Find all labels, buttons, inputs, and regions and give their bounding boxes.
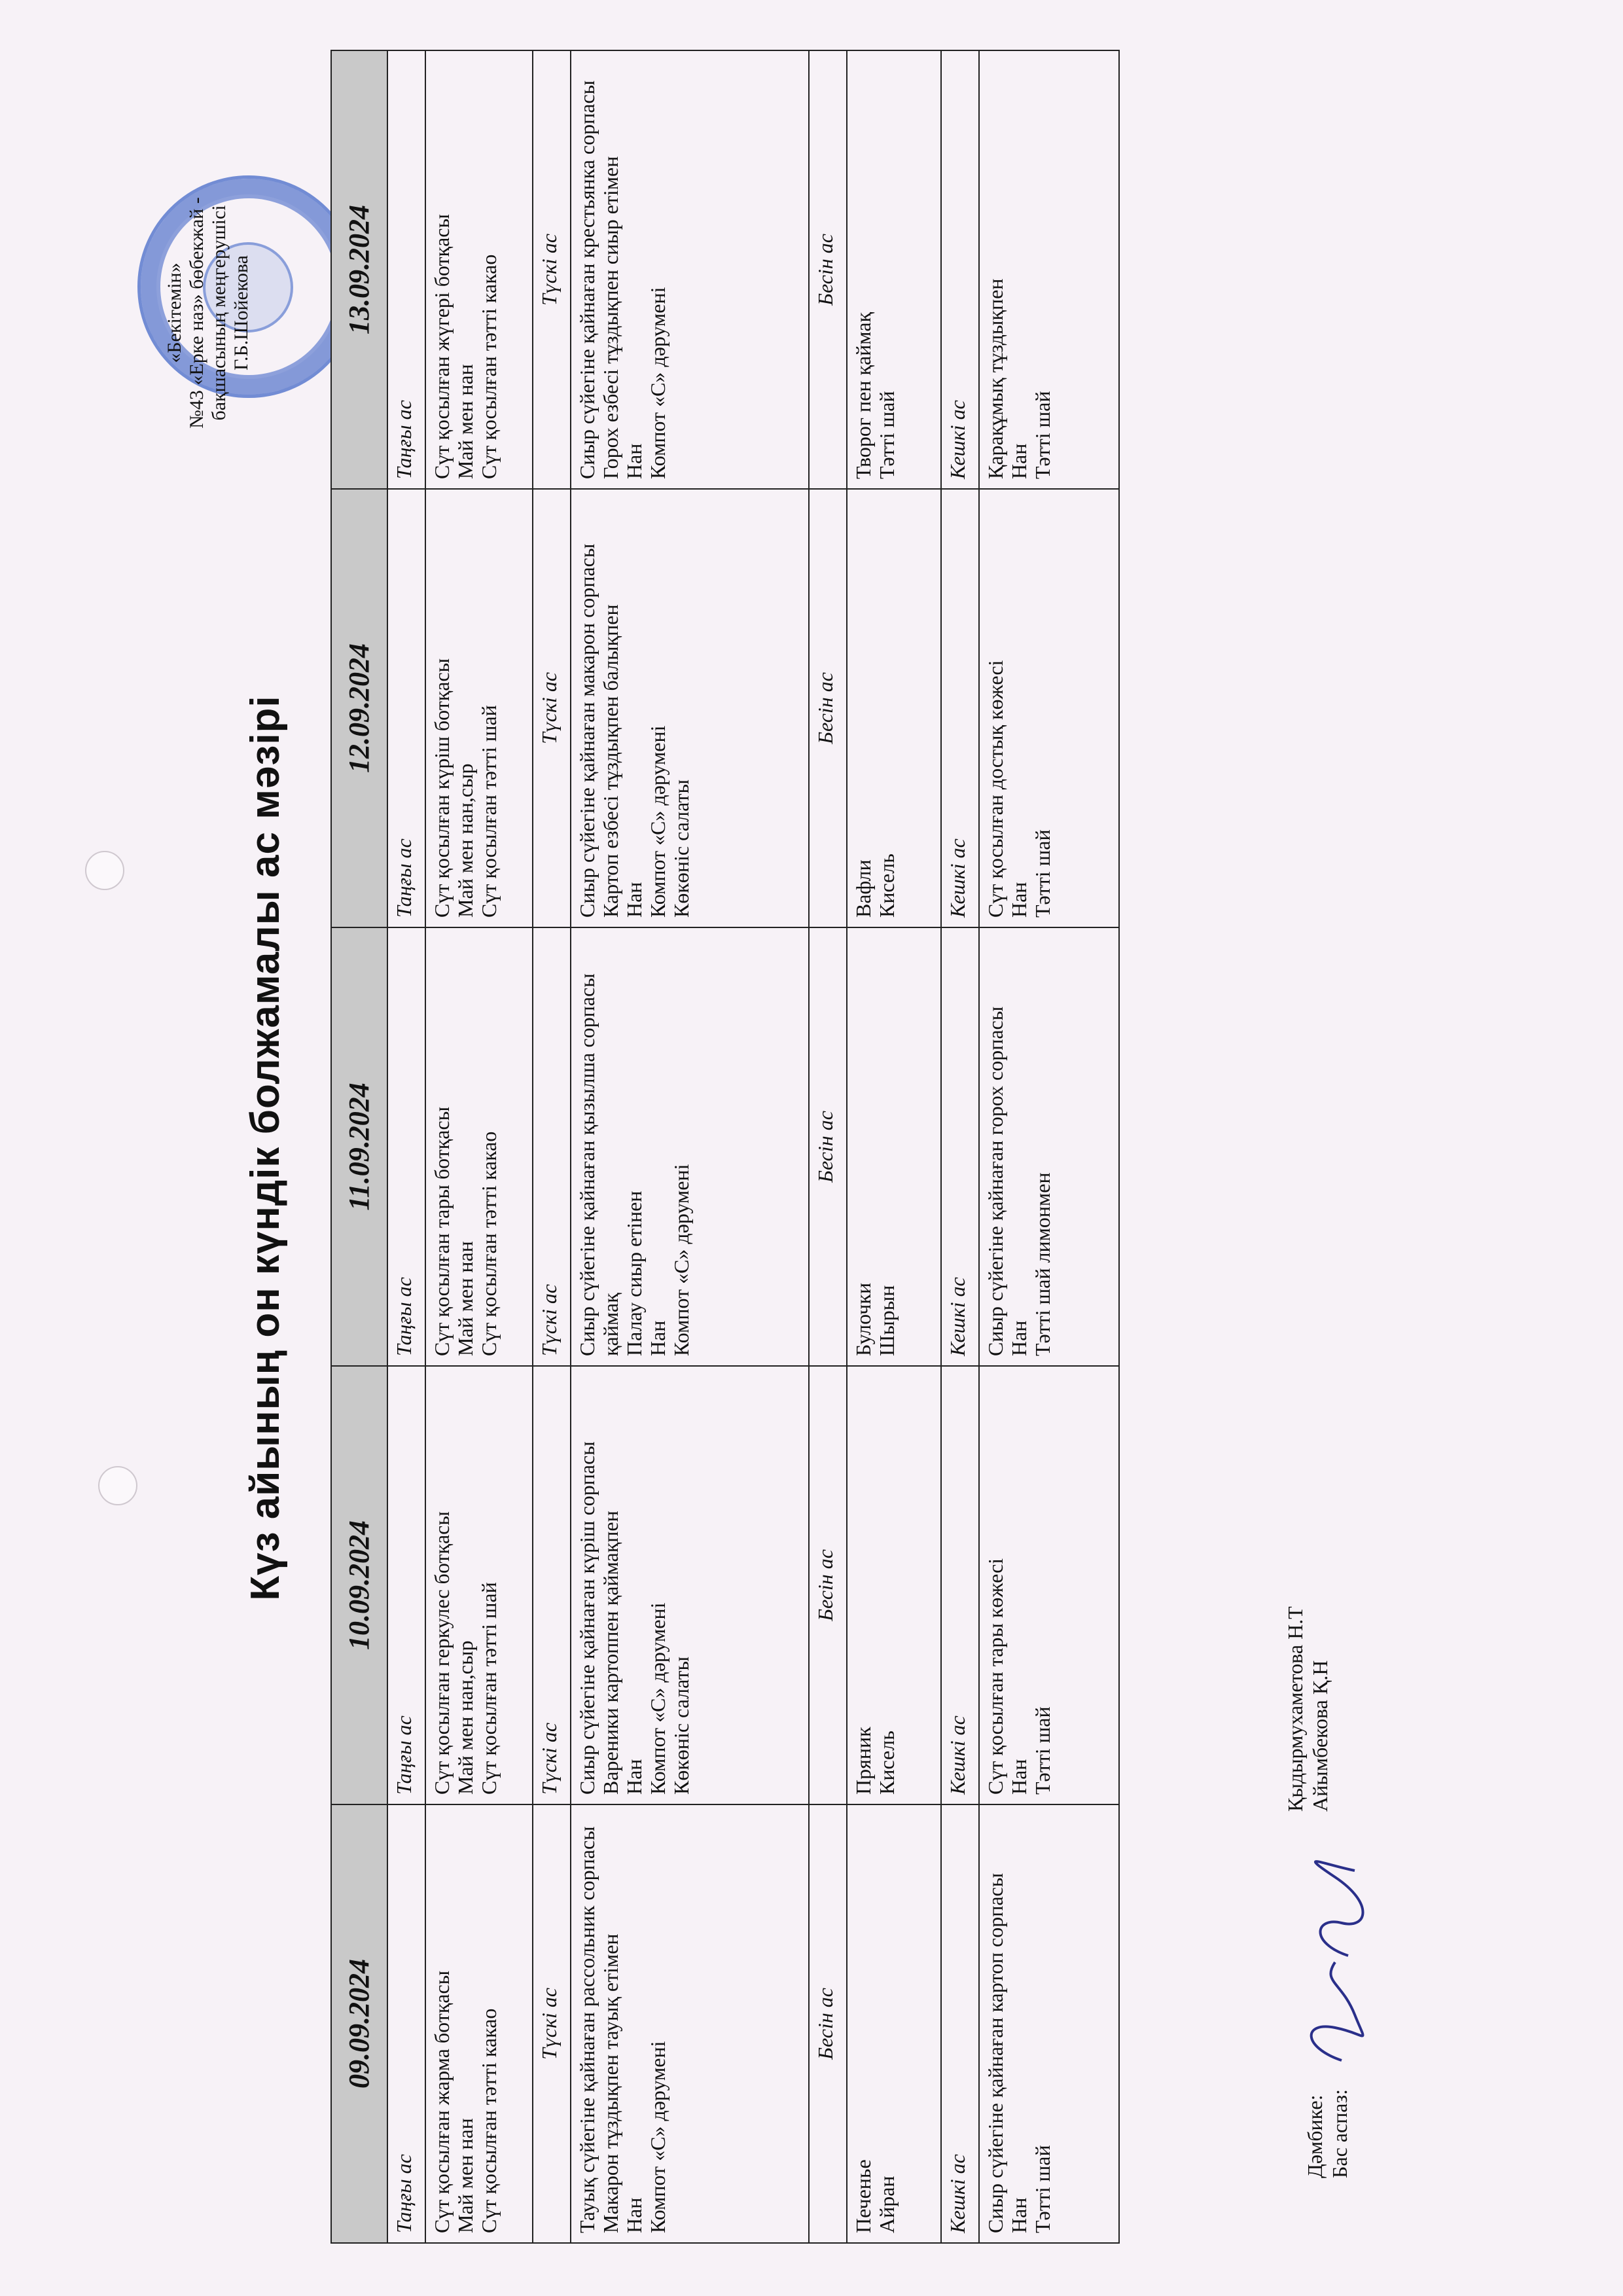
food-item: Палау сиыр етінен <box>622 1191 646 1356</box>
snack-cell <box>847 927 941 1366</box>
food-item: Тауық сүйегіне қайнаған рассольник сорпасы <box>575 1826 599 2233</box>
breakfast-label: Таңғы ас <box>387 1804 425 2243</box>
food-item: Творог пен қаймақ <box>851 312 875 479</box>
food-item: Компот «С» дәрумені <box>669 1164 693 1356</box>
dinner-cell <box>979 50 1119 489</box>
food-item: Тәтті шай <box>1031 391 1054 479</box>
lunch-label: Түскі ас <box>533 50 571 489</box>
lunch-label: Түскі ас <box>533 1804 571 2243</box>
food-item: Май мен нан <box>454 2118 477 2233</box>
food-item: Сиыр сүйегіне қайнаған горох сорпасы <box>984 1006 1007 1356</box>
snack-label: Бесін ас <box>809 927 847 1366</box>
breakfast-cell <box>425 927 533 1366</box>
food-item: Сүт қосылған тары көжесі <box>984 1558 1007 1795</box>
food-item: Сүт қосылған геркулес ботқасы <box>430 1511 454 1795</box>
lunch-label: Түскі ас <box>533 927 571 1366</box>
food-item: Сиыр сүйегіне қайнаған макарон сорпасы <box>575 543 599 918</box>
food-item: Сүт қосылған достық көжесі <box>984 660 1007 918</box>
lunch-cell <box>571 50 809 489</box>
snack-label: Бесін ас <box>809 50 847 489</box>
lunch-label: Түскі ас <box>533 1366 571 1804</box>
food-item: Нан <box>622 882 646 918</box>
food-item: Сүт қосылған күріш ботқасы <box>430 658 454 918</box>
dietitian-name: Қыдырмухаметова Н.Т <box>1283 1606 1307 1812</box>
dinner-label: Кешкі ас <box>941 927 979 1366</box>
lunch-cell <box>571 1366 809 1804</box>
dinner-cell <box>979 927 1119 1366</box>
food-item: Кисель <box>875 1731 899 1795</box>
food-item: Сүт қосылған тәтті какао <box>477 254 501 479</box>
food-item: Нан <box>1007 2197 1031 2233</box>
food-item: Шырын <box>875 1285 899 1356</box>
food-item: Нан <box>1007 443 1031 479</box>
snack-cell <box>847 489 941 927</box>
food-item: Сүт қосылған тәтті шай <box>477 1582 501 1795</box>
food-item: Компот «С» дәрумені <box>646 287 669 479</box>
dinner-label-row <box>941 50 979 2243</box>
menu-table <box>330 50 1120 2244</box>
food-item: Вареники картоппен қаймақпен <box>599 1511 622 1795</box>
date-header: 09.09.2024 <box>331 1804 387 2243</box>
snack-label: Бесін ас <box>809 1804 847 2243</box>
breakfast-cell <box>425 489 533 927</box>
date-header: 13.09.2024 <box>331 50 387 489</box>
food-item: Картоп езбесі тұздықпен балықпен <box>599 604 622 918</box>
food-item: Май мен нан <box>454 1241 477 1356</box>
food-item: Компот «С» дәрумені <box>646 1602 669 1795</box>
food-item: Сиыр сүйегіне қайнаған крестьянка сорпасы <box>575 80 599 479</box>
breakfast-cell <box>425 1366 533 1804</box>
dinner-cell <box>979 1366 1119 1804</box>
food-item: Тәтті шай <box>1031 829 1054 918</box>
food-item: Нан <box>622 2197 646 2233</box>
dinner-row <box>979 50 1119 2243</box>
dinner-label: Кешкі ас <box>941 1804 979 2243</box>
food-item: Сүт қосылған тәтті шай <box>477 705 501 918</box>
food-item: Көкөніс салаты <box>669 1656 693 1795</box>
lunch-row <box>571 50 809 2243</box>
breakfast-label: Таңғы ас <box>387 489 425 927</box>
breakfast-label-row <box>387 50 425 2243</box>
food-item: Май мен нан,сыр <box>454 763 477 918</box>
food-item: Айран <box>875 2176 899 2233</box>
lunch-cell <box>571 1804 809 2243</box>
food-item: Тәтті шай <box>1031 1706 1054 1795</box>
dinner-label: Кешкі ас <box>941 1366 979 1804</box>
food-item: Сиыр сүйегіне қайнаған картоп сорпасы <box>984 1873 1007 2233</box>
food-item: Қарақұмық тұздықпен <box>984 278 1007 479</box>
food-item: Май мен нан,сыр <box>454 1640 477 1795</box>
chef-role: Бас аспаз: <box>1328 2089 1351 2178</box>
food-item: Сиыр сүйегіне қайнаған күріш сорпасы <box>575 1441 599 1795</box>
food-item: Компот «С» дәрумені <box>646 2041 669 2233</box>
food-item: Сүт қосылған жарма ботқасы <box>430 1970 454 2233</box>
page-title: Күз айының он күндік болжамалы ас мәзірі <box>243 695 288 1601</box>
breakfast-cell <box>425 50 533 489</box>
breakfast-row <box>425 50 533 2243</box>
food-item: Сүт қосылған тәтті какао <box>477 2008 501 2233</box>
approval-block <box>164 143 253 483</box>
approval-line-3: бақшасының меңгерушісі <box>208 205 230 421</box>
food-item: Сүт қосылған тәтті какао <box>477 1131 501 1356</box>
food-item: Макарон тұздықпен тауық етімен <box>599 1933 622 2233</box>
lunch-label-row <box>533 50 571 2243</box>
food-item: Печенье <box>851 2159 875 2233</box>
lunch-cell <box>571 927 809 1366</box>
chef-name: Айымбекова Қ.Н <box>1308 1660 1332 1812</box>
food-item: Тәтті шай <box>875 391 899 479</box>
dinner-label: Кешкі ас <box>941 489 979 927</box>
food-item: Нан <box>622 443 646 479</box>
food-item: Нан <box>1007 1320 1031 1356</box>
snack-label: Бесін ас <box>809 1366 847 1804</box>
food-item: Нан <box>622 1759 646 1795</box>
food-item: Сүт қосылған жүгері ботқасы <box>430 214 454 479</box>
food-item: Булочки <box>851 1282 875 1356</box>
lunch-cell <box>571 489 809 927</box>
food-item: Кисель <box>875 853 899 918</box>
date-header-row <box>331 50 387 2243</box>
lunch-label: Түскі ас <box>533 489 571 927</box>
snack-cell <box>847 50 941 489</box>
date-header: 11.09.2024 <box>331 927 387 1366</box>
snack-label: Бесін ас <box>809 489 847 927</box>
date-header: 12.09.2024 <box>331 489 387 927</box>
breakfast-label: Таңғы ас <box>387 1366 425 1804</box>
food-item: Сүт қосылған тары ботқасы <box>430 1106 454 1356</box>
handwritten-signatures <box>1296 1857 1381 2073</box>
dinner-cell <box>979 489 1119 927</box>
dietitian-role: Дәмбике: <box>1303 2094 1327 2178</box>
food-item: Нан <box>1007 882 1031 918</box>
snack-label-row <box>809 50 847 2243</box>
dinner-cell <box>979 1804 1119 2243</box>
dinner-label: Кешкі ас <box>941 50 979 489</box>
food-item: Вафли <box>851 859 875 918</box>
snack-cell <box>847 1804 941 2243</box>
food-item: Тәтті шай лимонмен <box>1031 1172 1054 1356</box>
food-item: Нан <box>1007 1759 1031 1795</box>
snack-cell <box>847 1366 941 1804</box>
approval-line-1: «Бекітемін» <box>164 262 185 363</box>
approval-line-4: Г.Б.Шойекова <box>230 255 252 370</box>
food-item: Тәтті шай <box>1031 2145 1054 2233</box>
date-header: 10.09.2024 <box>331 1366 387 1804</box>
approval-line-2: №43 «Ерке наз» бөбекжай - <box>186 197 207 429</box>
food-item: Сиыр сүйегіне қайнаған қызылша сорпасы қаймақ <box>575 973 622 1356</box>
breakfast-cell <box>425 1804 533 2243</box>
food-item: Пряник <box>851 1727 875 1795</box>
breakfast-label: Таңғы ас <box>387 50 425 489</box>
food-item: Май мен нан <box>454 364 477 479</box>
snack-row <box>847 50 941 2243</box>
food-item: Горох езбесі тұздықпен сиыр етімен <box>599 156 622 479</box>
food-item: Компот «С» дәрумені <box>646 725 669 918</box>
food-item: Көкөніс салаты <box>669 779 693 918</box>
food-item: Нан <box>646 1320 669 1356</box>
signer-names <box>1283 1606 1332 1812</box>
breakfast-label: Таңғы ас <box>387 927 425 1366</box>
signer-roles <box>1302 2089 1352 2178</box>
